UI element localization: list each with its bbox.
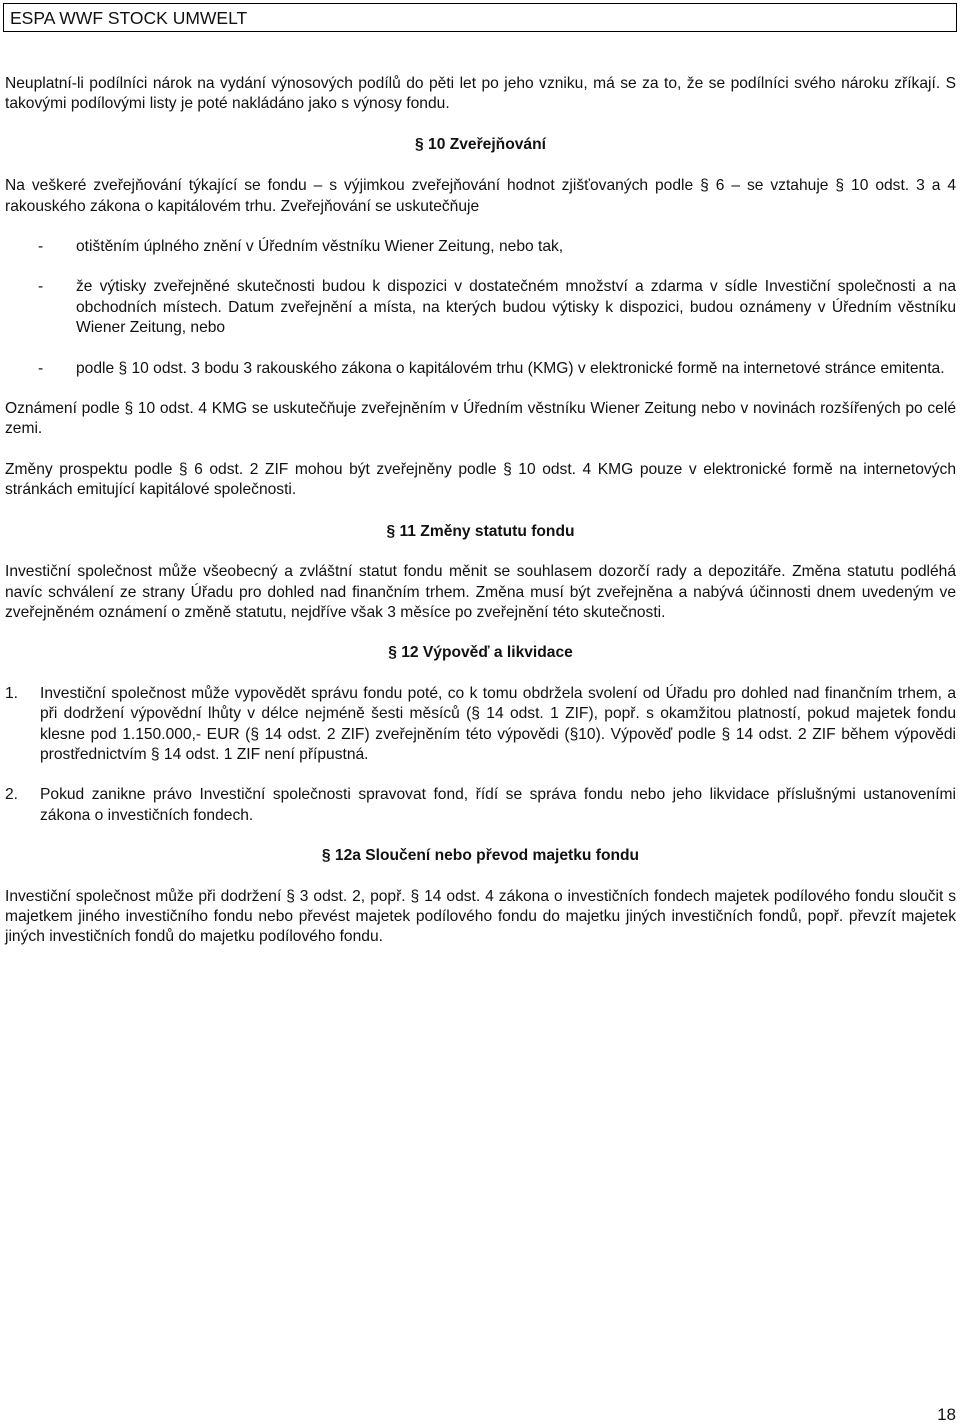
list-item-text: otištěním úplného znění v Úředním věstníku Wiener Zeitung, nebo tak, <box>76 238 564 256</box>
prospectus-changes-paragraph: Změny prospektu podle § 6 odst. 2 ZIF mohou být zveřejněny podle § 10 odst. 4 KMG pouze v elektronické formě na internetových stránkách emitující kapitálové společnosti. <box>5 460 956 499</box>
intro-paragraph: Neuplatní-li podílníci nárok na vydání výnosových podílů do pěti let po jeho vzniku, má se za to, že se podílníci svého nároku zříkají. S takovými podílovými listy je poté nakládáno jako s výnosy fondu. <box>5 75 956 113</box>
document-header <box>3 3 957 32</box>
section-10-heading: § 10 Zveřejňování <box>415 135 546 153</box>
document-title: ESPA WWF STOCK UMWELT <box>10 8 248 28</box>
document-body <box>5 74 956 948</box>
page-number: 18 <box>937 1405 956 1424</box>
dash-marker: - <box>38 359 44 377</box>
list-item <box>5 237 956 257</box>
notice-paragraph: Oznámení podle § 10 odst. 4 KMG se uskutečňuje zveřejněním v Úředním věstníku Wiener Zeitung nebo v novinách rozšířených po celé zemi. <box>5 400 956 438</box>
section-11-heading: § 11 Změny statutu fondu <box>386 522 575 540</box>
section-11-paragraph: Investiční společnost může všeobecný a zvláštní statut fondu měnit se souhlasem dozorčí rady a depozitáře. Změna statutu podléhá navíc schválení ze strany Úřadu pro dohled nad finančním trhem. Změna musí být zveřejněna a nabývá účinnosti dnem uvedeným ve zveřejněném oznámení o změně statutu, nejdříve však 3 měsíce po zveřejnění této skutečnosti. <box>5 563 956 621</box>
list-item-text: že výtisky zveřejněné skutečnosti budou k dispozici v dostatečném množství a zdarma v sídle Investiční společnosti a na obchodních místech. Datum zveřejnění a místa, na kterých budou výtisky k dispozici, budou oznámeny v Úředním věstníku Wiener Zeitung, nebo <box>76 278 956 337</box>
item-number: 1. <box>5 684 19 702</box>
list-item-text: podle § 10 odst. 3 bodu 3 rakouského zákona o kapitálovém trhu (KMG) v elektronické formě na internetové stránce emitenta. <box>76 359 945 377</box>
section-10-paragraph: Na veškeré zveřejňování týkající se fondu – s výjimkou zveřejňování hodnot zjišťovaných podle § 6 – se vztahuje § 10 odst. 3 a 4 rakouského zákona o kapitálovém trhu. Zveřejňování se uskutečňuje <box>5 177 956 215</box>
section-12a-heading: § 12a Sloučení nebo převod majetku fondu <box>321 847 640 865</box>
section-12-heading: § 12 Výpověď a likvidace <box>388 644 573 662</box>
item-number: 2. <box>5 786 19 804</box>
list-item-text: Investiční společnost může vypovědět správu fondu poté, co k tomu obdržela svolení od Úřadu pro dohled nad finančním trhem, a při dodržení výpovědní lhůty v délce nejméně šesti měsíců (§ 14 odst. 1 ZIF), popř. s okamžitou platností, pokud majetek fondu klesne pod 1.150.000,- EUR (§ 14 odst. 2 ZIF) zveřejněním této výpovědi (§10). Výpověď podle § 14 odst. 2 ZIF během výpovědi prostřednictvím § 14 odst. 1 ZIF není přípustná. <box>40 684 956 763</box>
list-item <box>5 785 956 826</box>
section-12a-paragraph: Investiční společnost může při dodržení § 3 odst. 2, popř. § 14 odst. 4 zákona o investičních fondech majetek podílového fondu sloučit s majetkem jiného investičního fondu nebo převést majetek podílového fondu do majetku jiných investičních fondů, popř. převzít majetek jiných investičních fondů do majetku podílového fondu. <box>5 887 956 946</box>
dash-marker: - <box>38 238 44 256</box>
list-item-text: Pokud zanikne právo Investiční společnosti spravovat fond, řídí se správa fondu nebo jeho likvidace příslušnými ustanoveními zákona o investičních fondech. <box>40 786 956 824</box>
list-item <box>5 359 956 379</box>
list-item <box>5 277 956 338</box>
dash-marker: - <box>38 278 44 296</box>
list-item <box>5 684 956 766</box>
